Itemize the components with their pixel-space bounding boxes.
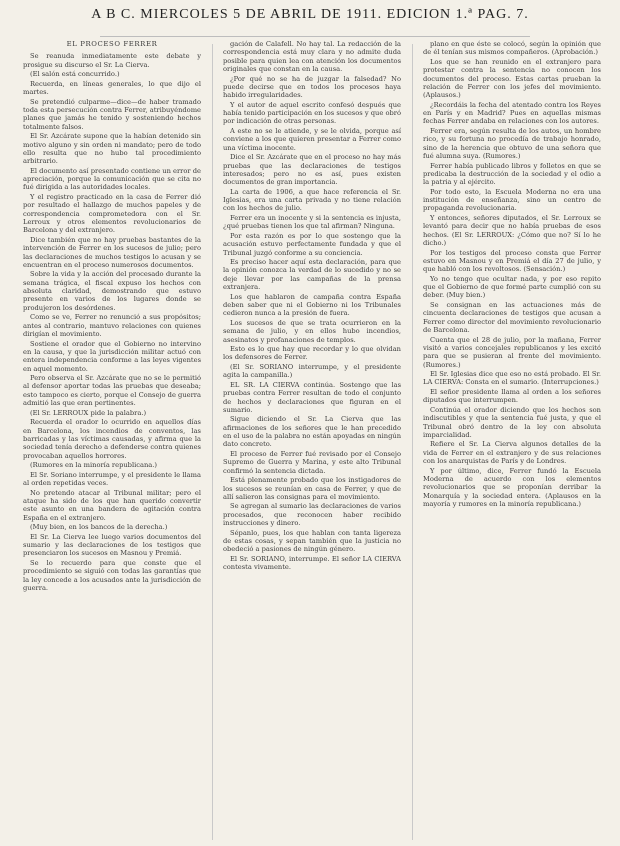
article-paragraph: gación de Calafell. No hay tal. La redacción de la correspondencia está muy clara y no admite duda posible para quien lea con atención los documentos originales que constan en la causa. <box>223 40 401 74</box>
article-paragraph: Dice el Sr. Azcárate que en el proceso no hay más pruebas que las declaraciones de testigos interesados; pero no es así, pues existen documentos de gran importancia. <box>223 153 401 187</box>
article-paragraph: Dice también que no hay pruebas bastantes de la intervención de Ferrer en los sucesos de julio; pero las declaraciones de muchos testigos lo acusan y se encuentran en el proceso numerosos documentos. <box>23 235 201 269</box>
article-paragraph: El Sr. Soriano interrumpe, y el presidente le llama al orden repetidas veces. <box>23 470 201 487</box>
article-paragraph: (El Sr. SORIANO interrumpe, y el presidente agita la campanilla.) <box>223 362 401 380</box>
article-paragraph: (Muy bien, en los bancos de la derecha.) <box>30 523 168 532</box>
article-paragraph: Por todo esto, la Escuela Moderna no era una institución de enseñanza, sino un centro de propaganda revolucionaria. <box>423 187 601 213</box>
article-paragraph: Sigue diciendo el Sr. La Cierva que las afirmaciones de los señores que le han precedido en el uso de la palabra no están apoyadas en ningún dato concreto. <box>223 415 401 449</box>
article-paragraph: ¿Recordáis la fecha del atentado contra los Reyes en París y en Madrid? Pues en aquellas mismas fechas Ferrer andaba en relaciones con los autores. <box>423 100 601 126</box>
article-paragraph: Y el registro practicado en la casa de Ferrer dió por resultado el hallazgo de muchos papeles y de correspondencia comprometedora con el Sr. Lerroux y otros elementos revolucionarios de Barcelona y del extranjero. <box>23 192 201 235</box>
article-paragraph: Se lo recuerdo para que conste que el procedimiento se siguió con todas las garantías que la ley concede a los acusados ante la jurisdicción de guerra. <box>23 558 201 592</box>
article-paragraph: Los sucesos de que se trata ocurrieron en la semana de julio, y en ellos hubo incendios, asesinatos y profanaciones de templos. <box>223 318 401 344</box>
article-paragraph: Recuerda el orador lo ocurrido en aquellos días en Barcelona, los incendios de conventos, las barricadas y las víctimas causadas, y afirma que la sociedad tenía derecho a defenderse contra quienes provocaban aquellos horrores. <box>23 418 201 460</box>
article-paragraph: Es preciso hacer aquí esta declaración, para que la opinión conozca la verdad de lo sucedido y no se deje llevar por las campañas de la prensa extranjera. <box>223 258 401 292</box>
article-paragraph: El documento así presentado contiene un error de apreciación, porque la comunicación que se cita no fué dirigida a las autoridades locales. <box>23 166 201 192</box>
article-paragraph: Los que se han reunido en el extranjero para protestar contra la sentencia no conocen los documentos del proceso. Estas cartas prueban la relación de Ferrer con los jefes del movimiento. (Aplausos.) <box>423 57 601 100</box>
article-paragraph: Refiere el Sr. La Cierva algunos detalles de la vida de Ferrer en el extranjero y de sus relaciones con los anarquistas de París y de Londres. <box>423 440 601 466</box>
header-rule <box>100 36 530 37</box>
article-paragraph: Cuenta que el 28 de julio, por la mañana, Ferrer visitó a varios concejales republicanos y les excitó para que se pusieran al frente del movimiento. (Rumores.) <box>423 335 601 369</box>
column-2 <box>223 40 401 840</box>
article-paragraph: Sobre la vida y la acción del procesado durante la semana trágica, el fiscal expuso los hechos con absoluta claridad, demostrando que estuvo presente en varios de los lugares donde se produjeron los desórdenes. <box>23 270 201 312</box>
column-divider <box>212 44 213 840</box>
article-paragraph: Esto es lo que hay que recordar y lo que olvidan los defensores de Ferrer. <box>223 345 401 362</box>
article-paragraph: Ferrer había publicado libros y folletos en que se predicaba la destrucción de la sociedad y el odio a la patria y al ejército. <box>423 161 601 187</box>
article-paragraph: El señor presidente llama al orden a los señores diputados que interrumpen. <box>423 388 601 405</box>
article-paragraph: Ferrer era, según resulta de los autos, un hombre rico, y su fortuna no procedía de trabajo honrado, sino de la herencia que obtuvo de una señora que fué alumna suya. (Rumores.) <box>423 127 601 161</box>
article-paragraph: Recuerda, en líneas generales, lo que dijo el martes. <box>23 79 201 97</box>
article-paragraph: El Sr. Iglesias dice que eso no está probado. El Sr. LA CIERVA: Consta en el sumario. (Interrupciones.) <box>423 370 601 387</box>
article-paragraph: No pretendo atacar al Tribunal militar; pero el ataque ha sido de los que han querido convertir este asunto en una bandera de agitación contra España en el extranjero. <box>23 488 201 522</box>
article-paragraph: Por esta razón es por lo que sostengo que la acusación estuvo perfectamente fundada y que el Tribunal juzgó conforme a su conciencia. <box>223 231 401 257</box>
section-title: EL PROCESO FERRER <box>66 40 158 48</box>
article-paragraph: El Sr. SORIANO, interrumpe. El señor LA CIERVA contesta vivamente. <box>223 554 401 572</box>
article-paragraph: Y entonces, señores diputados, el Sr. Lerroux se levantó para decir que no había pruebas de esos hechos. (El Sr. LERROUX: ¿Cómo que no? Sí lo he dicho.) <box>423 214 601 248</box>
article-paragraph: Sostiene el orador que el Gobierno no intervino en la causa, y que la jurisdicción militar actuó con entera independencia conforme a las leyes vigentes en aquel momento. <box>23 339 201 373</box>
article-paragraph: Se pretendió culparme—dice—de haber tramado toda esta persecución contra Ferrer, atribuyéndome planes que jamás he tenido y sosteniendo hechos totalmente falsos. <box>23 97 201 131</box>
article-paragraph: Y por último, dice, Ferrer fundó la Escuela Moderna de acuerdo con los elementos revolucionarios que se proponían derribar la Monarquía y la sociedad entera. (Aplausos en la mayoría y rumores en la minoría republicana.) <box>423 466 601 509</box>
column-divider <box>412 44 413 840</box>
article-paragraph: Por los testigos del proceso consta que Ferrer estuvo en Masnou y en Premiá el día 27 de julio, y que habló con los revoltosos. (Sensación.) <box>423 248 601 274</box>
article-paragraph: ¿Por qué no se ha de juzgar la falsedad? No puede decirse que en todos los procesos haya habido irregularidades. <box>223 74 401 100</box>
article-paragraph: Los que hablaron de campaña contra España deben saber que ni el Gobierno ni los Tribunales cedieron nunca a la presión de fuera. <box>223 292 401 318</box>
article-paragraph: (El salón está concurrido.) <box>30 70 120 79</box>
article-paragraph: Pero observa el Sr. Azcárate que no se le permitió al defensor aportar todas las pruebas que deseaba; esto tampoco es cierto, porque el Consejo de guerra admitió las que eran pertinentes. <box>23 374 201 408</box>
article-paragraph: El Sr. Azcárate supone que la habían detenido sin motivo alguno y sin orden ni mandato; pero de todo ello resulta que no hubo tal procedimiento arbitrario. <box>23 132 201 166</box>
masthead: A B C. MIERCOLES 5 DE ABRIL DE 1911. EDICION 1.ª PAG. 7. <box>91 7 529 22</box>
column-3-body <box>423 40 601 508</box>
article-paragraph: plano en que éste se colocó, según la opinión que de él tenían sus mismos compañeros. (Aprobación.) <box>423 40 601 57</box>
article-paragraph: Se reanuda inmediatamente este debate y prosigue su discurso el Sr. La Cierva. <box>23 52 201 69</box>
column-1-body <box>23 52 201 592</box>
article-paragraph: Se agregan al sumario las declaraciones de varios procesados, que reconocen haber recibido instrucciones y dinero. <box>223 502 401 528</box>
article-paragraph: Y el autor de aquel escrito confesó después que había tenido participación en los sucesos y que obró por indicación de otras personas. <box>223 100 401 126</box>
article-paragraph: Como se ve, Ferrer no renunció a sus propósitos; antes al contrario, mantuvo relaciones con quienes dirigían el movimiento. <box>23 313 201 339</box>
article-paragraph: La carta de 1906, a que hace referencia el Sr. Iglesias, era una carta privada y no tiene relación con los hechos de julio. <box>223 187 401 213</box>
article-paragraph: Yo no tengo que ocultar nada, y por eso repito que el Gobierno de que formé parte cumplió con su deber. (Muy bien.) <box>423 274 601 300</box>
article-paragraph: A este no se le atiende, y se le olvida, porque así conviene a los que quieren presentar a Ferrer como una víctima inocente. <box>223 127 401 152</box>
article-paragraph: (Rumores en la minoría republicana.) <box>30 461 157 470</box>
column-2-body <box>223 40 401 572</box>
column-1 <box>23 40 201 840</box>
article-paragraph: (El Sr. LERROUX pide la palabra.) <box>30 408 147 417</box>
article-paragraph: Continúa el orador diciendo que los hechos son indiscutibles y que la sentencia fué justa, y que el Tribunal obró dentro de la ley con absoluta imparcialidad. <box>423 405 601 439</box>
article-paragraph: Está plenamente probado que los instigadores de los sucesos se reunían en casa de Ferrer, y que de allí salieron las consignas para el movimiento. <box>223 476 401 501</box>
article-paragraph: El Sr. La Cierva lee luego varios documentos del sumario y las declaraciones de los testigos que presenciaron los sucesos en Masnou y Premiá. <box>23 532 201 558</box>
article-paragraph: Ferrer era un inocente y si la sentencia es injusta, ¿qué pruebas tienen los que tal afirman? Ninguna. <box>223 214 401 231</box>
article-paragraph: El proceso de Ferrer fué revisado por el Consejo Supremo de Guerra y Marina, y este alto Tribunal confirmó la sentencia dictada. <box>223 449 401 475</box>
column-3 <box>423 40 601 840</box>
article-paragraph: Se consignan en las actuaciones más de cincuenta declaraciones de testigos que acusan a Ferrer como director del movimiento revolucionario de Barcelona. <box>423 301 601 335</box>
article-paragraph: Sépanlo, pues, los que hablan con tanta ligereza de estas cosas, y sepan también que la justicia no obedeció a pasiones de ningún género. <box>223 528 401 554</box>
article-paragraph: EL SR. LA CIERVA continúa. Sostengo que las pruebas contra Ferrer resultan de todo el conjunto de hechos y declaraciones que figuran en el sumario. <box>223 380 401 414</box>
